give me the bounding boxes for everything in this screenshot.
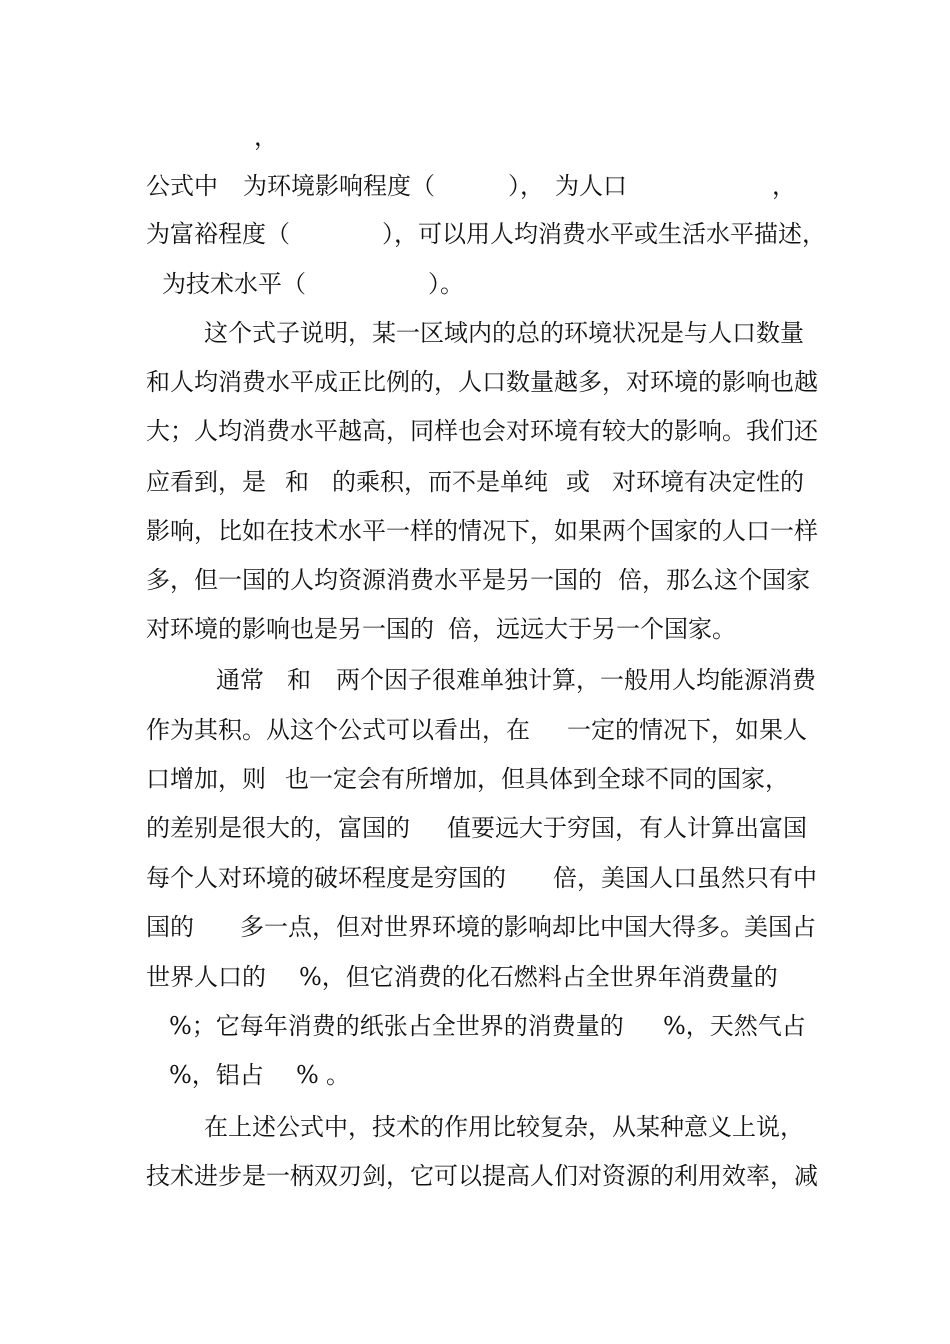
text-line [0,214,950,254]
text-segment: 作为其积。从这个公式可以看出，在 [146,716,530,744]
text-line [0,462,950,502]
text-line [0,411,950,451]
text-line [0,710,950,750]
text-segment: 口增加，则 [146,765,266,793]
text-segment: 公式中 [146,172,218,200]
text-segment: 倍，那么这个国家 [618,566,810,594]
text-line [0,957,950,997]
text-line [0,362,950,402]
text-segment: 值要远大于穷国，有人计算出富国 [447,814,807,842]
text-segment: 为环境影响程度（ [243,172,435,200]
text-line [0,1055,950,1095]
text-segment: 这个式子说明，某一区域内的总的环境状况是与人口数量 [204,319,804,347]
text-segment: 多，但一国的人均资源消费水平是另一国的 [146,566,602,594]
text-segment: 倍，美国人口虽然只有中 [553,864,817,892]
text-segment: %，铝占 [169,1061,264,1089]
text-segment: 国的 [146,913,194,941]
text-segment: 应看到，是 [146,468,266,496]
text-line [0,1156,950,1196]
text-line [0,858,950,898]
text-line [0,117,950,157]
text-segment: ），可以用人均消费水平或生活水平描述， [382,220,826,248]
text-line [0,166,950,206]
text-line [0,1006,950,1046]
text-line [0,609,950,649]
text-segment: 通常 [216,666,264,694]
text-line [0,313,950,353]
text-segment: 的乘积，而不是单纯 [332,468,548,496]
text-segment: ）。 [428,270,464,298]
text-segment: ， [254,123,278,151]
text-line [0,660,950,700]
text-segment: 影响，比如在技术水平一样的情况下，如果两个国家的人口一样 [146,517,818,545]
text-segment: 和 [287,666,311,694]
text-segment: 多一点，但对世界环境的影响却比中国大得多。美国占 [240,913,816,941]
text-line [0,264,950,304]
text-segment: 大；人均消费水平越高，同样也会对环境有较大的影响。我们还 [146,417,818,445]
text-segment: 。 [326,1061,350,1089]
text-line [0,759,950,799]
text-segment: %；它每年消费的纸张占全世界的消费量的 [169,1012,624,1040]
text-segment: 一定的情况下，如果人 [567,716,807,744]
text-line [0,1107,950,1147]
text-segment: % [296,1061,319,1089]
text-segment: 或 [566,468,590,496]
text-segment: 技术进步是一柄双刃剑，它可以提高人们对资源的利用效率，减 [146,1162,818,1190]
text-segment: 的差别是很大的，富国的 [146,814,410,842]
text-segment: 为技术水平（ [162,270,306,298]
text-segment: 为富裕程度（ [146,220,290,248]
text-segment: ， [772,172,796,200]
text-segment: 世界人口的 [146,963,266,991]
text-segment: 每个人对环境的破坏程度是穷国的 [146,864,506,892]
text-segment: 对环境有决定性的 [612,468,804,496]
text-line [0,808,950,848]
text-segment: 为人口 [555,172,627,200]
text-segment: %，但它消费的化石燃料占全世界年消费量的 [299,963,778,991]
text-line [0,560,950,600]
text-segment: 在上述公式中，技术的作用比较复杂，从某种意义上说， [204,1113,804,1141]
text-segment: 和 [285,468,309,496]
text-segment: ）， [508,172,544,200]
text-segment: 和人均消费水平成正比例的，人口数量越多，对环境的影响也越 [146,368,818,396]
text-segment: 对环境的影响也是另一国的 [146,615,434,643]
text-line [0,907,950,947]
text-segment: 倍，远远大于另一个国家。 [448,615,736,643]
text-segment: 也一定会有所增加，但具体到全球不同的国家， [285,765,789,793]
text-segment: 两个因子很难单独计算，一般用人均能源消费 [336,666,816,694]
text-segment: %，天然气占 [663,1012,806,1040]
text-line [0,511,950,551]
